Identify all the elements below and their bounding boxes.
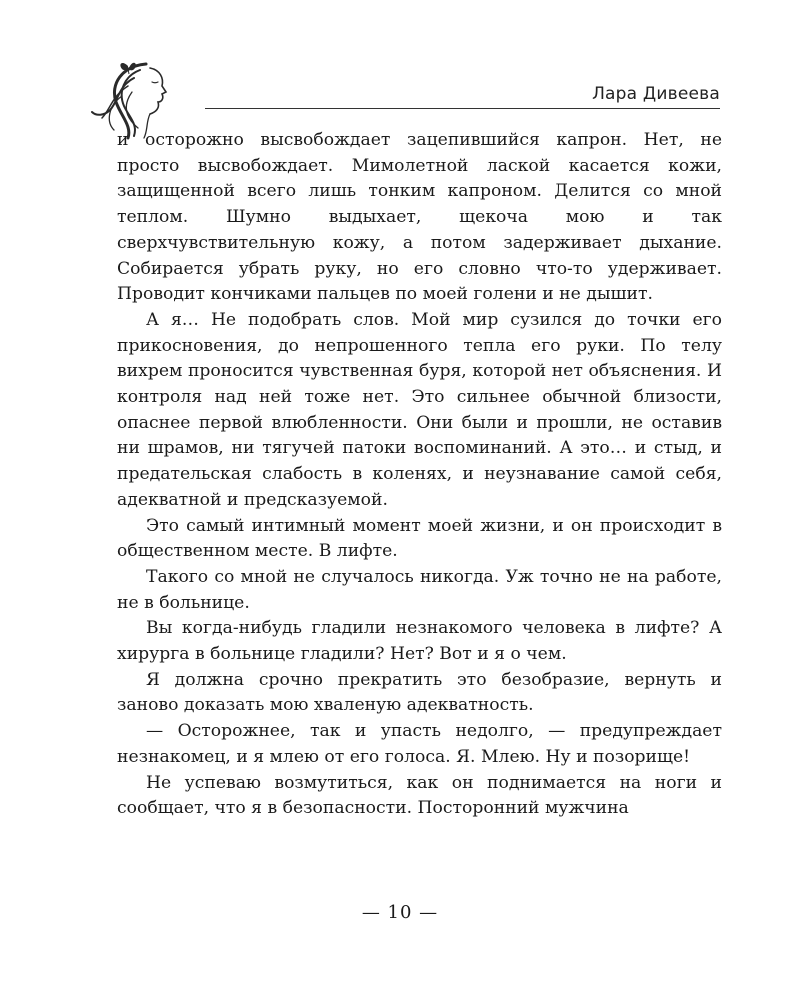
header-rule <box>205 108 720 109</box>
paragraph: Вы когда-нибудь гладили незнакомого человека в лифте? А хирурга в больнице гладили? Нет? Вот и я о чем. <box>117 618 722 665</box>
paragraph: и осторожно высвобождает зацепившийся капрон. Нет, не просто высвобождает. Мимолетной лаской касается кожи, защищенной всего лишь тонким капроном. Делится со мной теплом. Шумно выдыхает, щекоча мою и так сверхчувствительную кожу, а потом задерживает дыхание. Собирается убрать руку, но его словно что-то удерживает. Проводит кончиками пальцев по моей голени и не дышит. <box>117 130 722 305</box>
paragraph: Не успеваю возмутиться, как он поднимается на ноги и сообщает, что я в безопасности. Посторонний мужчина <box>117 772 722 819</box>
paragraph: — Осторожнее, так и упасть недолго, — предупреждает незнакомец, и я млею от его голоса. Я. Млею. Ну и позорище! <box>117 721 722 767</box>
paragraph: А я… Не подобрать слов. Мой мир сузился до точки его прикосновения, до непрошенного тепла его руки. По телу вихрем проносится чувственная буря, которой нет объяснения. И контроля над ней тоже нет. Это сильнее обычной близости, опаснее первой влюбленности. Они были и прошли, не оставив ни шрамов, ни тягучей патоки воспоминаний. А это… и стыд, и предательская слабость в коленях, и неузнавание самой себя, адекватной и предсказуемой. <box>117 309 722 510</box>
paragraph: Это самый интимный момент моей жизни, и он происходит в общественном месте. В лифте. <box>117 515 722 562</box>
running-header-author: Лара Дивеева <box>592 84 720 104</box>
paragraph: Такого со мной не случалось никогда. Уж точно не на работе, не в больнице. <box>117 566 722 613</box>
paragraph: Я должна срочно прекратить это безобразие, вернуть и заново доказать мою хваленую адекватность. <box>117 669 722 716</box>
page-body <box>117 128 722 822</box>
page-number: — 10 — <box>361 902 439 923</box>
